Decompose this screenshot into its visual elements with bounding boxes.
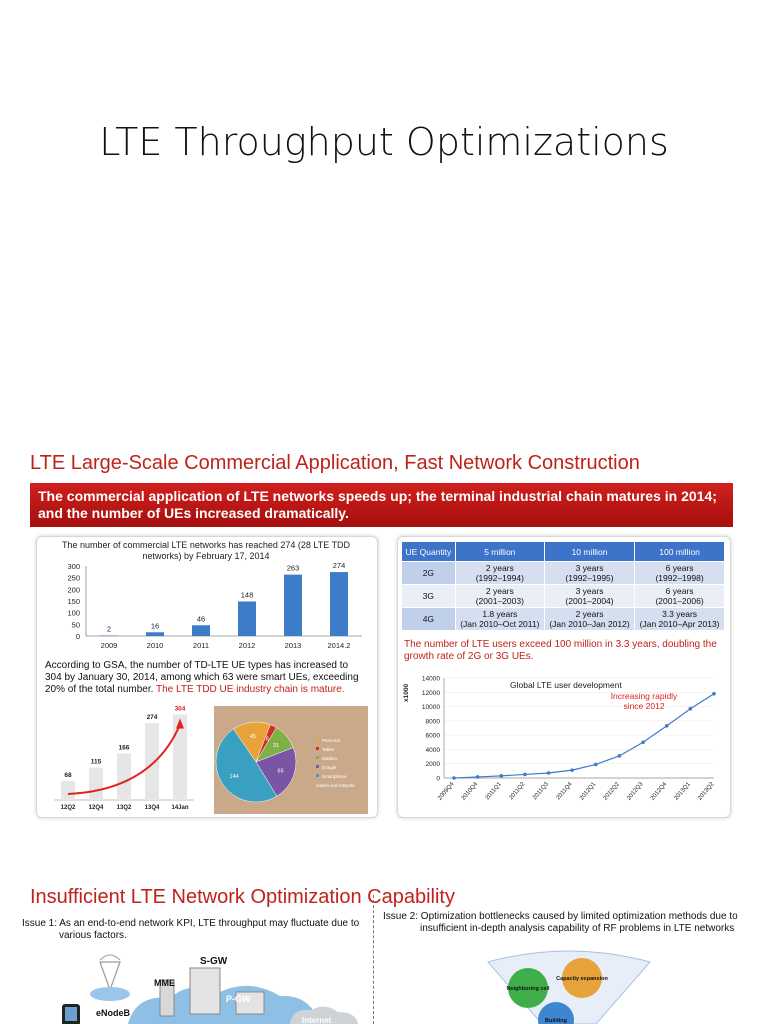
y-tick-label: 250 [67,573,80,583]
x-tick-label: 2011Q1 [484,781,503,802]
y-tick-label: 300 [67,562,80,571]
data-label: 166 [118,744,130,752]
x-tick-label: 2010Q4 [460,781,480,802]
table-header: 10 million [544,542,634,562]
data-point [452,776,456,780]
x-tick-label: 2012 [238,641,256,650]
table-header-row [402,542,725,562]
legend-swatch [316,756,319,759]
x-tick-label: 2009Q4 [437,781,456,802]
optimization-funnel [486,950,652,1024]
data-point [712,692,716,696]
table-cell: 2 years (2001–2003) [455,585,544,608]
bubble-building-label: Building [545,1018,567,1024]
gsa-text-main: According to GSA, the number of TD-LTE UE types has increased to 304 by January 30, 2014, among which 63 were smart UEs, exceeding 20% of the total number. [45,660,359,695]
data-label: 46 [196,614,206,624]
legend-swatch [316,747,319,750]
data-point [641,740,645,744]
table-cell: 2 years (Jan 2010–Jan 2012) [544,608,634,631]
table-cell: 6 years (1992–1998) [635,562,725,585]
section-heading: Insufficient LTE Network Optimization Capability [30,886,455,908]
data-point [594,763,598,767]
x-tick-label: 13Q2 [116,805,132,811]
y-tick-label: 10000 [421,704,440,712]
slice-label: 8 [265,736,269,743]
enodeb-label: eNodeB [96,1008,131,1018]
data-label: 16 [150,621,160,631]
legend-swatch [316,774,319,777]
x-tick-label: 2012Q4 [649,781,669,802]
table-row-label: 4G [402,608,456,631]
legend-label: Dongle [322,765,337,770]
gsa-text [45,660,365,696]
issue-1-text: Issue 1: As an end-to-end network KPI, LTE throughput may fluctuate due to various factors. [22,918,360,941]
pgw-label: P-GW [226,994,251,1004]
bar [238,601,256,636]
table-header: 5 million [455,542,544,562]
table-cell: 1.8 years (Jan 2010–Oct 2011) [455,608,544,631]
bar-chart-title: The number of commercial LTE networks has reached 274 (28 LTE TDD networks) by February 17, 2014 [61,540,351,561]
x-tick-label: 2014.2 [327,641,351,650]
bar [89,768,103,800]
page-title: LTE Throughput Optimizations [99,120,669,164]
y-tick-label: 0 [75,632,80,641]
data-label: 2 [106,624,112,634]
legend-label: Personal [322,738,340,743]
lte-users-note: The number of LTE users exceed 100 million in 3.3 years, doubling the growth rate of 2G or 3G UEs. [404,639,717,662]
y-tick-label: 100 [67,608,80,618]
issue-2-text: Issue 2: Optimization bottlenecks caused by limited optimization methods due to insufficient in-depth analysis capability of RF problems in LTE networks [383,911,738,934]
chart-title: Global LTE user development [510,680,622,690]
legend-label: Smartphone [322,774,347,779]
data-point [547,771,551,775]
data-point [476,775,480,779]
data-point [618,754,622,758]
data-point [665,724,669,728]
x-tick-label: 2011Q4 [555,781,574,802]
table-row [402,562,725,585]
data-point [570,768,574,772]
y-tick-label: 150 [67,597,80,606]
data-point [523,773,527,777]
data-label: 68 [64,771,72,779]
table-row-label: 3G [402,585,456,608]
x-tick-label: 2013 [284,641,302,650]
bar [192,625,210,636]
legend-swatch [316,738,319,741]
network-bar-chart [40,560,372,656]
y-tick-label: 0 [436,775,440,783]
network-diagram [40,950,360,1024]
table-row [402,608,725,631]
bar [145,723,159,800]
y-tick-label: 2000 [425,761,440,769]
bubble-neighboring-label: Neighboring cell [506,986,550,992]
y-tick-label: 50 [71,620,80,630]
y-tick-label: 8000 [425,718,440,726]
x-tick-label: 14Jan [171,805,189,811]
internet-label: Internet [302,1016,332,1024]
table-cell: 3 years (2001–2004) [544,585,634,608]
legend-label: Modem [322,756,338,761]
annotation-line: since 2012 [623,701,665,711]
bar [284,575,302,636]
data-label: 274 [332,561,346,571]
x-tick-label: 2009 [100,641,118,650]
cell-tower-base [90,987,130,1001]
x-tick-label: 2010 [146,641,164,650]
mme-label: MME [154,978,175,988]
red-banner: The commercial application of LTE networks speeds up; the terminal industrial chain matures in 2014; and the number of UEs increased dramatically. [30,483,733,527]
sgw-server-icon [190,968,220,1014]
section-heading: LTE Large-Scale Commercial Application, Fast Network Construction [30,452,640,474]
x-tick-label: 2012Q1 [579,781,598,802]
data-label: 274 [146,713,158,721]
bubble-capacity-label: Capacity expansion [556,976,608,982]
slice-label: 144 [229,774,239,781]
x-tick-label: 2011Q3 [532,781,551,802]
antenna-icon [100,962,120,990]
data-label: 115 [90,758,102,766]
table-header: 100 million [635,542,725,562]
divider [373,895,374,1024]
bar [61,781,75,800]
ue-types-chart [46,702,206,814]
table-cell: 2 years (1992–1994) [455,562,544,585]
x-tick-label: 2012Q2 [602,781,621,802]
y-tick-label: 6000 [425,732,440,740]
table-cell: 6 years (2001–2006) [635,585,725,608]
data-label: 148 [240,590,254,600]
table-row-label: 2G [402,562,456,585]
x-tick-label: 2011 [192,641,210,650]
data-point [499,774,503,778]
x-tick-label: 2013Q2 [697,781,716,802]
x-tick-label: 2011Q2 [508,781,527,802]
ue-growth-table [401,541,725,631]
y-tick-label: 12000 [421,689,440,697]
table-header: UE Quantity [402,542,456,562]
network-cloud [128,986,320,1024]
signal-icon [100,955,120,960]
x-tick-label: 12Q4 [88,805,104,811]
x-tick-label: 12Q2 [60,805,76,811]
gsa-text-highlight: The LTE TDD UE industry chain is mature. [156,684,345,695]
ue-pie-chart [214,706,368,814]
y-tick-label: 14000 [421,675,440,683]
x-tick-label: 2012Q3 [626,781,645,802]
legend-label: routers and hotspots [316,783,355,788]
bar [117,753,131,800]
y-tick-label: 200 [67,585,80,595]
slice-label: 45 [249,734,257,741]
legend-swatch [316,765,319,768]
x-tick-label: 13Q4 [144,805,160,811]
slice-label: 31 [272,743,279,750]
slice-label: 65 [277,768,284,775]
x-tick-label: 2013Q1 [673,781,692,802]
table-cell: 3.3 years (Jan 2010–Apr 2013) [635,608,725,631]
phone-screen [65,1007,77,1021]
bar [330,572,348,636]
data-label: 304 [174,705,186,713]
y-axis-label: x1000 [403,683,410,702]
table-row [402,585,725,608]
bar [146,632,164,636]
table-cell: 3 years (1992–1995) [544,562,634,585]
annotation-line: Increasing rapidly [610,691,678,701]
data-point [689,707,693,711]
legend-label: Tablet [322,747,335,752]
sgw-label: S-GW [200,956,228,967]
y-tick-label: 4000 [425,746,440,754]
data-label: 263 [286,563,300,573]
lte-user-line-chart [400,666,726,814]
